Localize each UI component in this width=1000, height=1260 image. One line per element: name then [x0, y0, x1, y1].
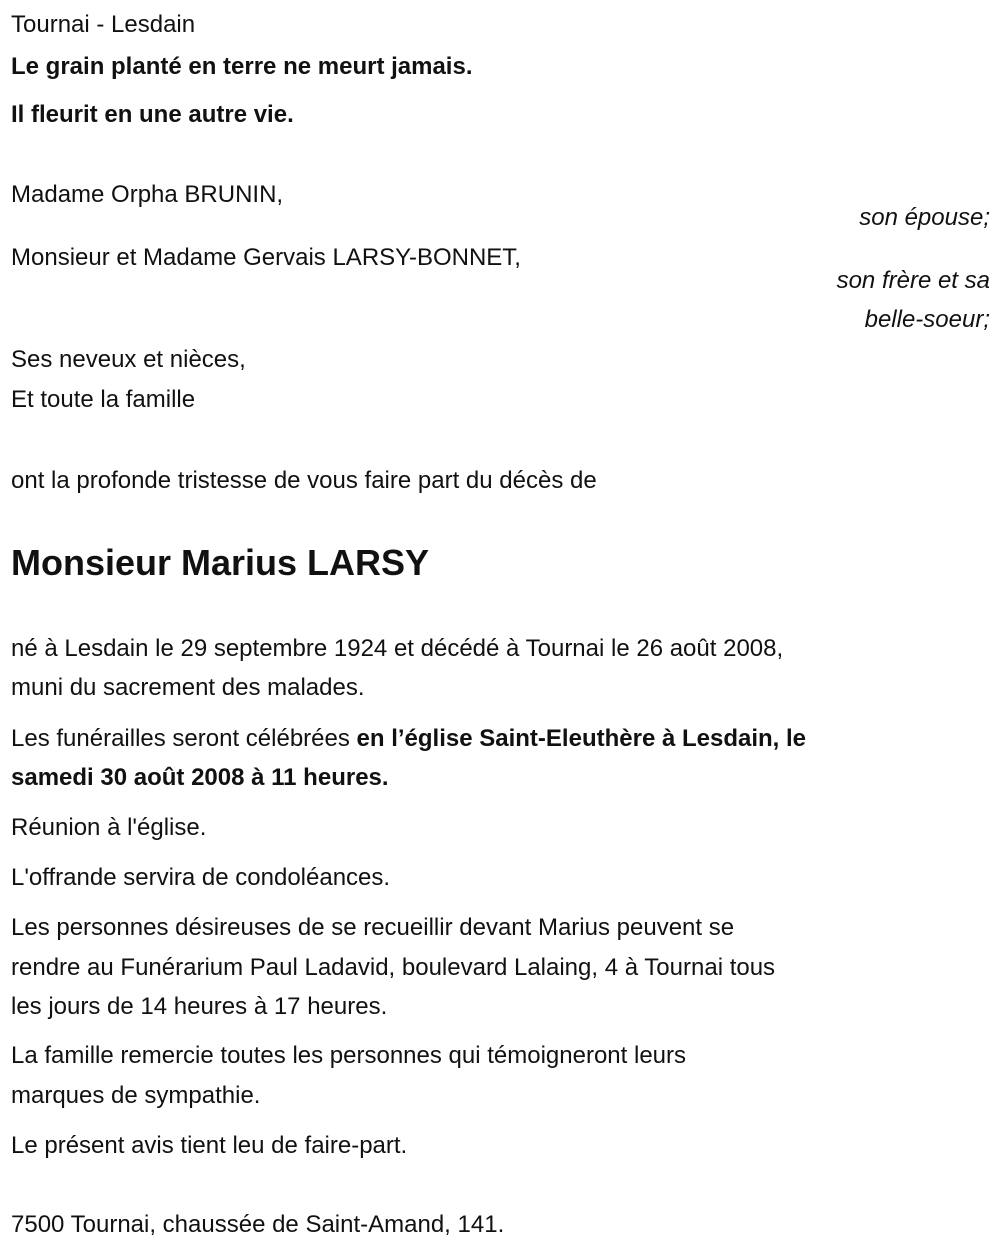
funeral-date: samedi 30 août 2008 à 11 heures.	[11, 764, 389, 791]
family-member: Madame Orpha BRUNIN,	[11, 181, 284, 208]
visitation: rendre au Funérarium Paul Ladavid, boulevard Lalaing, 4 à Tournai tous	[11, 954, 776, 981]
family-relation: belle-soeur;	[864, 306, 990, 333]
notice: Le présent avis tient leu de faire-part.	[11, 1132, 408, 1159]
family-member: Monsieur et Madame Gervais LARSY-BONNET,	[11, 244, 521, 271]
family-relation: son épouse;	[859, 204, 990, 231]
offering: L'offrande servira de condoléances.	[11, 864, 391, 891]
family-relation: son frère et sa	[836, 267, 990, 294]
announcement: ont la profonde tristesse de vous faire part du décès de	[11, 467, 597, 494]
deceased-name: Monsieur Marius LARSY	[11, 542, 430, 583]
reunion: Réunion à l'église.	[11, 814, 207, 841]
verse-line: Le grain planté en terre ne meurt jamais.	[11, 53, 473, 80]
location: Tournai - Lesdain	[11, 11, 196, 38]
thanks: La famille remercie toutes les personnes qui témoigneront leurs	[11, 1042, 687, 1069]
visitation: les jours de 14 heures à 17 heures.	[11, 993, 388, 1020]
others: Et toute la famille	[11, 386, 196, 413]
funeral-place: en l’église Saint-Eleuthère à Lesdain, le	[356, 725, 807, 752]
birth-death: muni du sacrement des malades.	[11, 674, 365, 701]
others: Ses neveux et nièces,	[11, 346, 246, 373]
funeral-line	[11, 719, 806, 759]
thanks: marques de sympathie.	[11, 1082, 261, 1109]
verse-line: Il fleurit en une autre vie.	[11, 101, 294, 128]
funeral-intro: Les funérailles seront célébrées	[11, 725, 357, 752]
address: 7500 Tournai, chaussée de Saint-Amand, 141.	[11, 1211, 505, 1238]
birth-death: né à Lesdain le 29 septembre 1924 et décédé à Tournai le 26 août 2008,	[11, 635, 784, 662]
visitation: Les personnes désireuses de se recueillir devant Marius peuvent se	[11, 914, 735, 941]
